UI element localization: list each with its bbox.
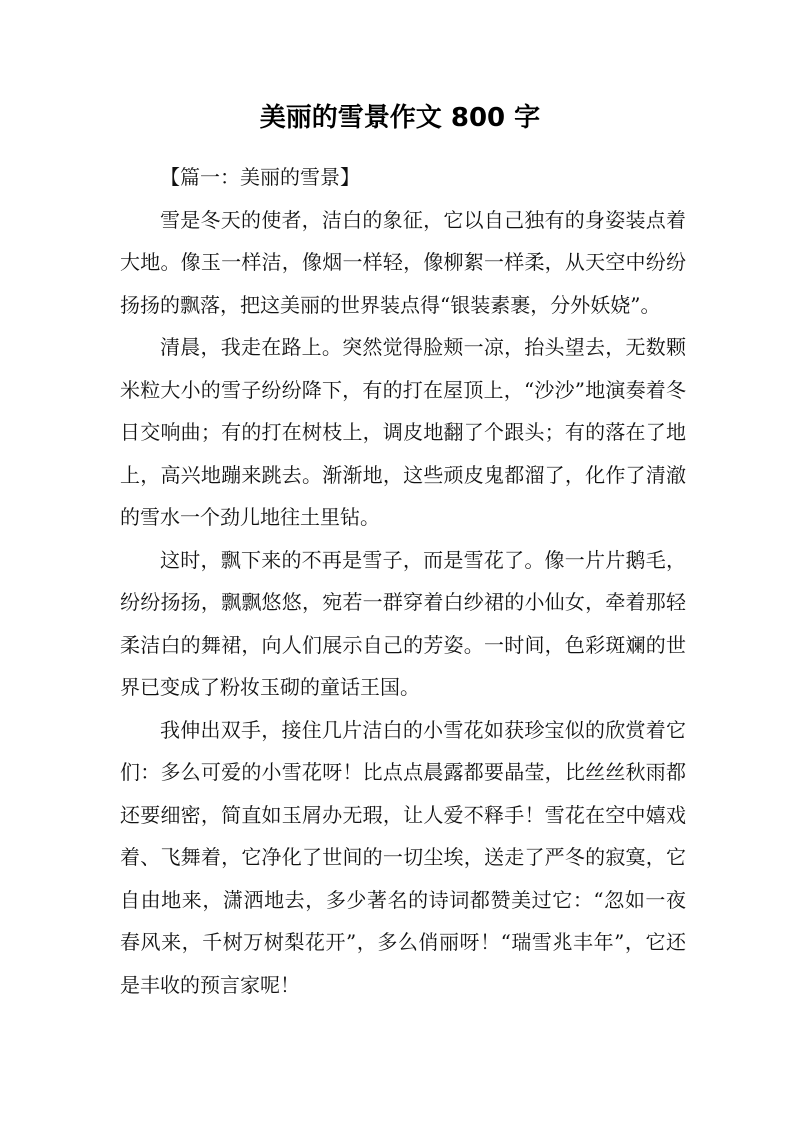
document-title: 美丽的雪景作文 800 字 (259, 103, 541, 133)
paragraph-2: 清晨，我走在路上。突然觉得脸颊一凉，抬头望去，无数颗米粒大小的雪子纷纷降下，有的打在屋顶上，“沙沙”地演奏着冬日交响曲；有的打在树枝上，调皮地翻了个跟头；有的落在了地上，高兴地蹦来跳去。渐渐地，这些顽皮鬼都溜了，化作了清澈的雪水一个劲儿地往土里钻。 (120, 335, 686, 529)
section-heading: 【篇一：美丽的雪景】 (160, 165, 360, 189)
paragraph-3: 这时，飘下来的不再是雪子，而是雪花了。像一片片鹅毛，纷纷扬扬，飘飘悠悠，宛若一群穿着白纱裙的小仙女，牵着那轻柔洁白的舞裙，向人们展示自己的芳姿。一时间，色彩斑斓的世界已变成了粉妆玉砌的童话王国。 (120, 547, 686, 699)
paragraph-1: 雪是冬天的使者，洁白的象征，它以自己独有的身姿装点着大地。像玉一样洁，像烟一样轻，像柳絮一样柔，从天空中纷纷扬扬的飘落，把这美丽的世界装点得“银装素裹，分外妖娆”。 (120, 207, 686, 317)
paragraph-4: 我伸出双手，接住几片洁白的小雪花如获珍宝似的欣赏着它们：多么可爱的小雪花呀！比点点晨露都要晶莹，比丝丝秋雨都还要细密，简直如玉屑办无瑕，让人爱不释手！雪花在空中嬉戏着、飞舞着，它净化了世间的一切尘埃，送走了严冬的寂寞，它自由地来，潇洒地去，多少著名的诗词都赞美过它：“忽如一夜春风来，千树万树梨花开”，多么俏丽呀！“瑞雪兆丰年”，它还是丰收的预言家呢！ (120, 717, 686, 997)
document-body (120, 156, 686, 1006)
